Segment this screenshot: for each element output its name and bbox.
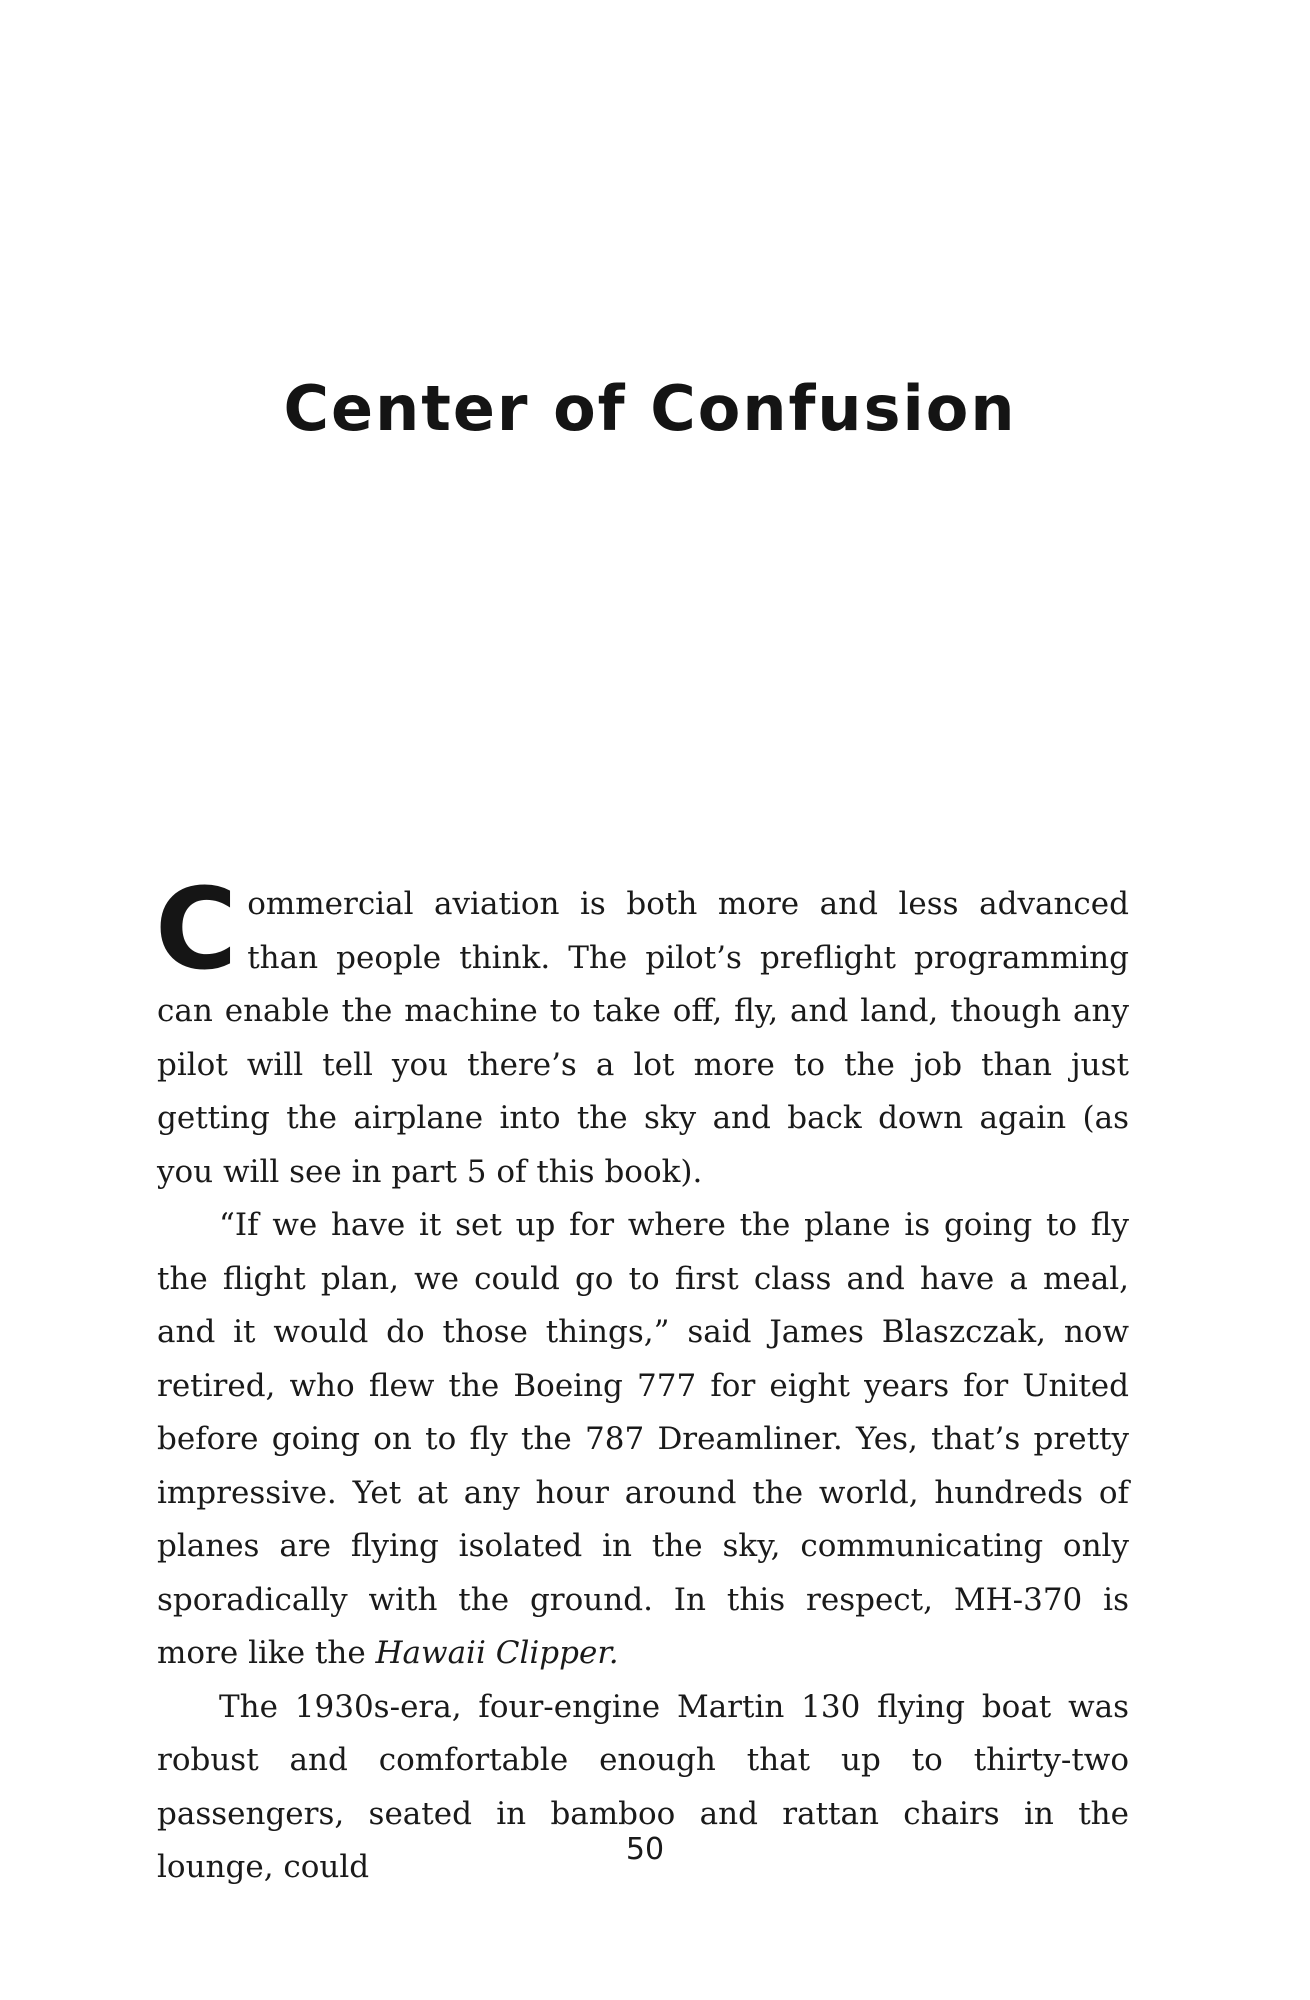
chapter-title: Center of Confusion bbox=[283, 372, 1017, 445]
page-number: 50 bbox=[625, 1832, 665, 1867]
paragraph-1-text: ommercial aviation is both more and less advanced than people think. The pilot’s preflight programming can enable the machine to take off, fly, and land, though any pilot will tell you there’s a lot more to the job than just getting the airplane into the sky and back down again (as you will see in part 5 of this book). bbox=[157, 886, 1129, 1190]
paragraph-3-text: The 1930s-era, four-engine Martin 130 flying boat was robust and comfortable enough that up to thirty-two passengers, seated in bamboo and rattan chairs in the lounge, could bbox=[157, 1688, 1129, 1885]
paragraph-2-text: “If we have it set up for where the plane is going to fly the flight plan, we could go to first class and have a meal, and it would do those things,” said James Blaszczak, now retired, who flew the Boeing 777 for eight years for United before going on to fly the 787 Dreamliner. Yes, that’s pretty impressive. Yet at any hour around the world, hundreds of planes are flying isolated in the sky, communicating only sporadically with the ground. In this respect, MH-370 is more like the bbox=[157, 1207, 1129, 1671]
body-text bbox=[155, 865, 1129, 1895]
paragraph-2-italic: Hawaii Clipper. bbox=[375, 1635, 619, 1671]
drop-cap: C bbox=[155, 865, 238, 995]
paragraph-2 bbox=[157, 1199, 1129, 1681]
paragraph-1 bbox=[155, 865, 1129, 1199]
